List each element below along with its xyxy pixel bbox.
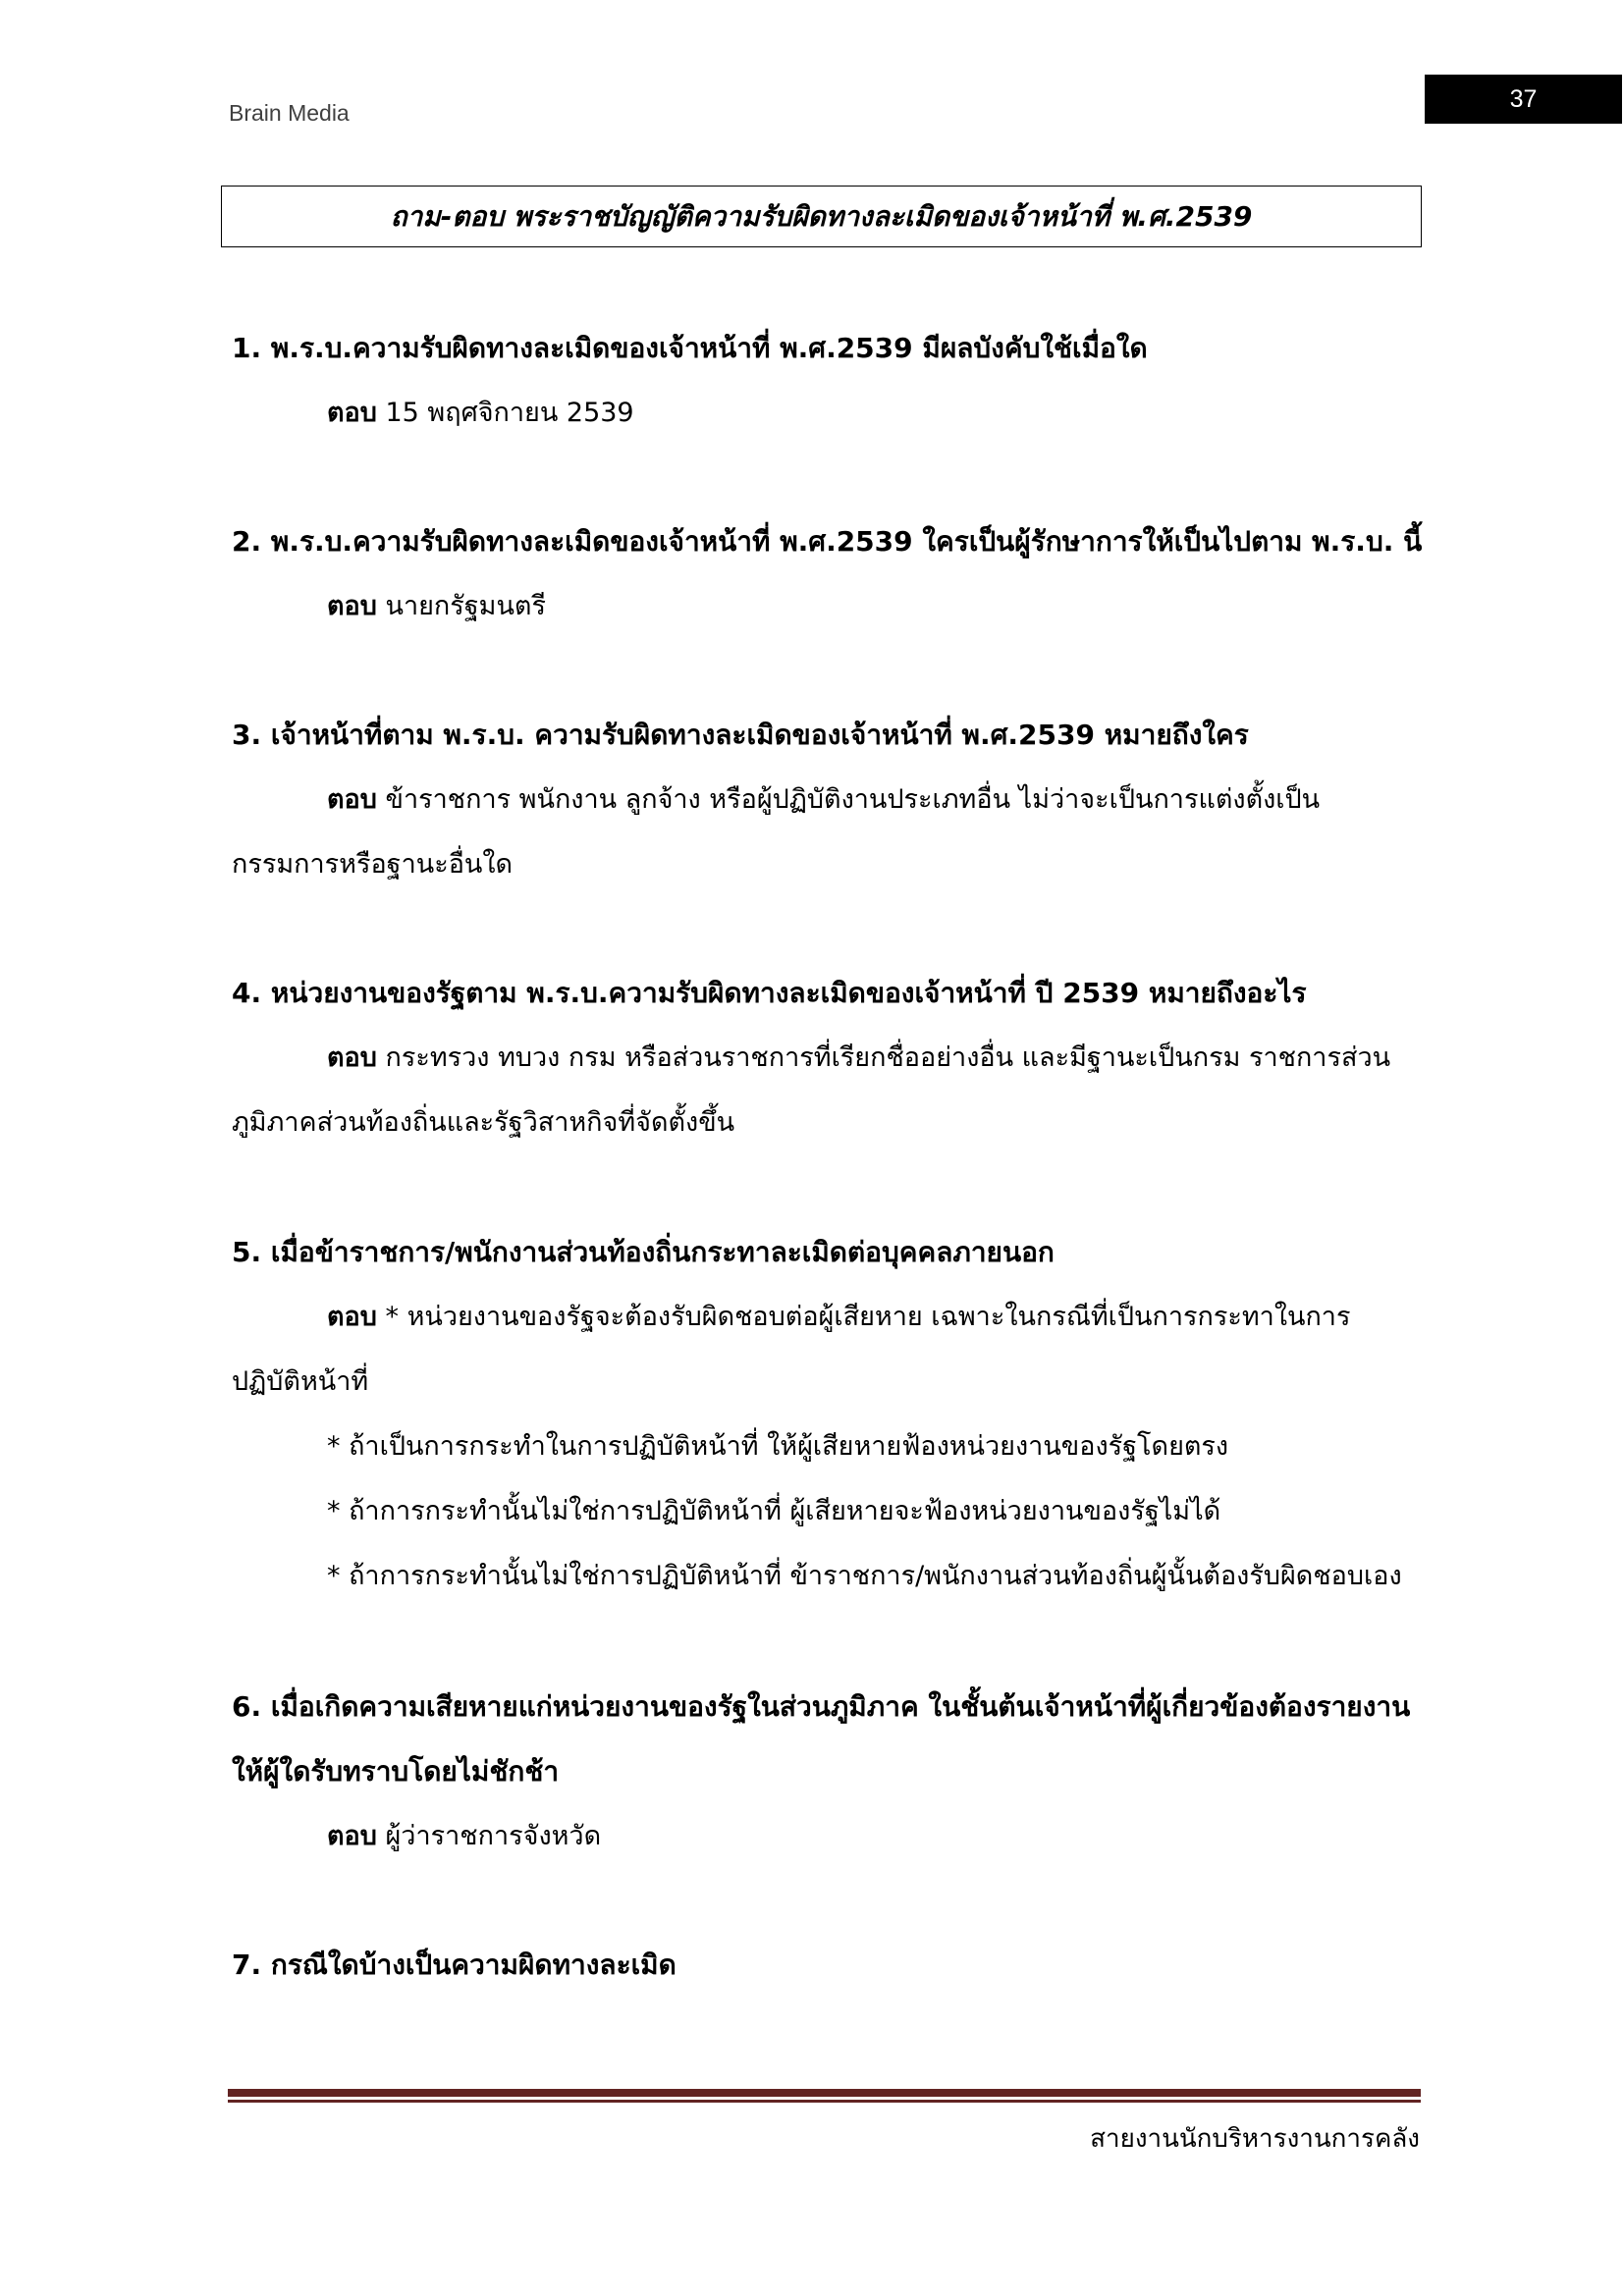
- answer-bullet-2: * ถ้าการกระทำนั้นไม่ใช่การปฏิบัติหน้าที่ ผู้เสียหายจะฟ้องหน่วยงานของรัฐไม่ได้: [327, 1496, 1221, 1526]
- qa-item-3: [232, 703, 1430, 897]
- question-5: 5. เมื่อข้าราชการ/พนักงานส่วนท้องถิ่นกระทาละเมิดต่อบุคคลภายนอก: [232, 1236, 1055, 1268]
- answer-4: [232, 1026, 1430, 1155]
- qa-item-4: [232, 961, 1430, 1155]
- answer-text-line2: กรรมการหรือฐานะอื่นใด: [232, 849, 514, 880]
- answer-text: ผู้ว่าราชการจังหวัด: [385, 1821, 602, 1851]
- answer-3: [232, 768, 1430, 897]
- question-3: 3. เจ้าหน้าที่ตาม พ.ร.บ. ความรับผิดทางละเมิดของเจ้าหน้าที่ พ.ศ.2539 หมายถึงใคร: [232, 719, 1249, 751]
- qa-item-6: [232, 1675, 1430, 1869]
- answer-6: [232, 1804, 1430, 1869]
- answer-1: [232, 381, 1430, 446]
- page-number-badge: [1425, 75, 1622, 124]
- answer-text-line2: ภูมิภาคส่วนท้องถิ่นและรัฐวิสาหกิจที่จัดตั้งขึ้น: [232, 1107, 735, 1138]
- answer-text-line1: กระทรวง ทบวง กรม หรือส่วนราชการที่เรียกชื่ออย่างอื่น และมีฐานะเป็นกรม ราชการส่วน: [385, 1042, 1391, 1073]
- answer-5: [232, 1285, 1430, 1415]
- question-6-line2: ให้ผู้ใดรับทราบโดยไม่ชักช้า: [232, 1755, 560, 1788]
- qa-item-5: [232, 1220, 1430, 1609]
- answer-text-line1: ข้าราชการ พนักงาน ลูกจ้าง หรือผู้ปฏิบัติงานประเภทอื่น ไม่ว่าจะเป็นการแต่งตั้งเป็น: [385, 784, 1321, 815]
- answer-2: [232, 574, 1430, 639]
- answer-text-line2: ปฏิบัติหน้าที่: [232, 1366, 369, 1397]
- answer-label: ตอบ: [327, 784, 377, 815]
- page-number: 37: [1509, 84, 1538, 113]
- answer-text: 15 พฤศจิกายน 2539: [385, 398, 634, 428]
- qa-item-2: [232, 509, 1430, 639]
- question-6-line1: 6. เมื่อเกิดความเสียหายแก่หน่วยงานของรัฐในส่วนภูมิภาค ในชั้นต้นเจ้าหน้าที่ผู้เกี่ยวข้องต้องรายงาน: [232, 1690, 1411, 1723]
- answer-label: ตอบ: [327, 1042, 377, 1073]
- footer-text: สายงานนักบริหารงานการคลัง: [1090, 2124, 1420, 2154]
- footer-rule-thin: [228, 2100, 1421, 2103]
- qa-item-7: [232, 1933, 1430, 1998]
- question-4: 4. หน่วยงานของรัฐตาม พ.ร.บ.ความรับผิดทางละเมิดของเจ้าหน้าที่ ปี 2539 หมายถึงอะไร: [232, 977, 1307, 1009]
- question-1: 1. พ.ร.บ.ความรับผิดทางละเมิดของเจ้าหน้าที่ พ.ศ.2539 มีผลบังคับใช้เมื่อใด: [232, 332, 1148, 364]
- answer-label: ตอบ: [327, 398, 377, 428]
- answer-bullet-1: * ถ้าเป็นการกระทำในการปฏิบัติหน้าที่ ให้ผู้เสียหายฟ้องหน่วยงานของรัฐโดยตรง: [327, 1431, 1229, 1462]
- answer-text-line1: * หน่วยงานของรัฐจะต้องรับผิดชอบต่อผู้เสียหาย เฉพาะในกรณีที่เป็นการกระทาในการ: [385, 1302, 1351, 1332]
- footer-rule-thick: [228, 2089, 1421, 2097]
- answer-label: ตอบ: [327, 1302, 377, 1332]
- answer-text: นายกรัฐมนตรี: [385, 591, 546, 621]
- header-brand: Brain Media: [229, 100, 350, 126]
- qa-item-1: [232, 316, 1430, 446]
- document-title-box: [221, 186, 1422, 247]
- question-7: 7. กรณีใดบ้างเป็นความผิดทางละเมิด: [232, 1949, 677, 1981]
- answer-label: ตอบ: [327, 1821, 377, 1851]
- document-title: ถาม-ตอบ พระราชบัญญัติความรับผิดทางละเมิดของเจ้าหน้าที่ พ.ศ.2539: [390, 199, 1253, 233]
- answer-bullet-3: * ถ้าการกระทำนั้นไม่ใช่การปฏิบัติหน้าที่ ข้าราชการ/พนักงานส่วนท้องถิ่นผู้นั้นต้องรับผิดชอบเอง: [327, 1561, 1402, 1591]
- answer-label: ตอบ: [327, 591, 377, 621]
- question-2: 2. พ.ร.บ.ความรับผิดทางละเมิดของเจ้าหน้าที่ พ.ศ.2539 ใครเป็นผู้รักษาการให้เป็นไปตาม พ.ร.บ. นี้: [232, 525, 1423, 558]
